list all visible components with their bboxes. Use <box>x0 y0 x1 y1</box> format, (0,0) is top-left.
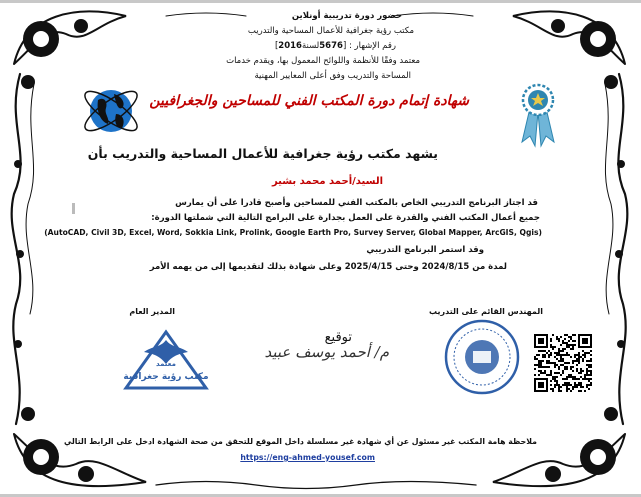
stamp-top-text: معتمد <box>156 360 176 368</box>
registration-number: 5676 <box>319 41 343 51</box>
verification-link[interactable]: https://eng-ahmed-yousef.com <box>240 453 375 462</box>
eagle-emblem-icon <box>122 326 210 392</box>
eagle-stamp-icon <box>122 326 210 392</box>
qr-code-icon <box>534 334 592 392</box>
top-scroll-strip <box>0 0 641 3</box>
registration-suffix: ] <box>274 41 279 51</box>
recipient-name: السيد/أحمد محمد بشير <box>271 176 383 187</box>
registration-prefix: رقم الإشهار : [ <box>342 41 396 51</box>
programs-list: (AutoCAD, Civil 3D, Excel, Word, Sokkia Link, Prolink, Google Earth Pro, Survey Server, Global Mapper, ArcGIS, Qgis) <box>44 228 542 237</box>
ribbon-badge-icon <box>518 82 558 148</box>
general-manager-title: المدير العام <box>129 307 175 316</box>
trainer-title: المهندس القائم على التدريب <box>429 307 543 316</box>
company-line: مكتب رؤية جغرافية للأعمال المساحية والتدريب <box>247 26 414 36</box>
footer-note: ملاحظة هامة المكتب غير مسئول عن أي شهادة غير مسلسلة داخل الموقع للتحقق من صحة الشهادة ادخل على الرابط التالي <box>63 437 537 446</box>
certificate-heading: شهادة إتمام دورة المكتب الفني للمساحين والجغرافيين <box>149 93 469 109</box>
completion-line: وقد استمر البرنامج التدريبي <box>366 245 484 255</box>
globe-icon <box>78 78 144 144</box>
registration-year-label: لسنة <box>301 41 320 51</box>
round-stamp-icon <box>443 318 521 396</box>
header-title: حضور دورة تدريبية أونلاين <box>291 11 402 21</box>
duration-line: لمدة من 2024/8/15 وحتى 2025/4/15 وعلى شهادة بذلك لتقديمها إلى من يهمه الأمر <box>149 262 507 272</box>
registration-line <box>275 41 396 51</box>
signature-label: توقيع <box>324 330 352 345</box>
services-line: المساحة والتدريب وفق أعلى المعايير المهنية <box>254 71 411 81</box>
body-line-2: جميع أعمال المكتب الفني والقدرة على العمل بجدارة على البرامج التالية التي شملتها الدورة: <box>151 213 540 223</box>
body-line-1: قد اجتاز البرنامج التدريبي الخاص بالمكتب الفني للمساحين وأصبح قادرا على أن يمارس <box>175 198 538 208</box>
text-caret-mark <box>72 203 75 214</box>
signature-name: م/ أحمد يوسف عبيد <box>264 343 389 361</box>
certificate-intro: يشهد مكتب رؤية جغرافية للأعمال المساحية والتدريب بأن <box>87 146 438 161</box>
registration-year: 2016 <box>278 41 302 51</box>
stamp-bottom-text: مكتب رؤية جغرافية <box>123 372 209 382</box>
accreditation-line: معتمد وفقًا للأنظمة واللوائح المعمول بها، ويقدم خدمات <box>226 56 420 66</box>
